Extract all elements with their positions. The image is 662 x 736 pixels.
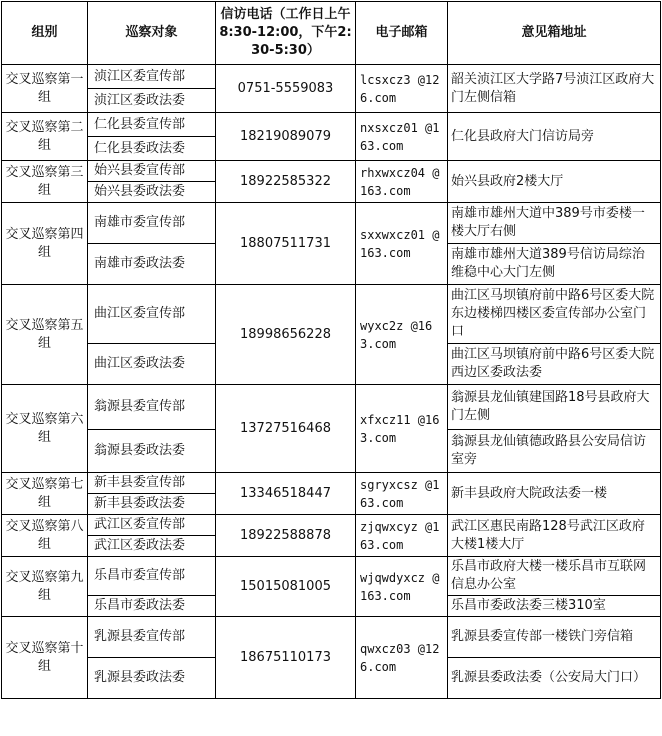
mailbox-address-political-legal: 南雄市雄州大道389号信访局综治维稳中心大门左侧 — [448, 244, 661, 285]
mailbox-address: 新丰县政府大院政法委一楼 — [448, 473, 661, 515]
header-target: 巡察对象 — [88, 2, 216, 65]
mailbox-address-propaganda: 翁源县龙仙镇建国路18号县政府大门左侧 — [448, 385, 661, 430]
phone-number: 18675110173 — [216, 617, 356, 699]
email-address: wyxc2z @163.com — [356, 285, 448, 385]
email-address: qwxcz03 @126.com — [356, 617, 448, 699]
mailbox-address-political-legal: 翁源县龙仙镇德政路县公安局信访室旁 — [448, 430, 661, 473]
email-address: xfxcz11 @163.com — [356, 385, 448, 473]
table-row — [2, 617, 661, 658]
mailbox-address: 韶关浈江区大学路7号浈江区政府大门左侧信箱 — [448, 65, 661, 113]
group-name: 交叉巡察第五组 — [2, 285, 88, 385]
email-address: wjqwdyxcz @163.com — [356, 557, 448, 617]
target-propaganda: 新丰县委宣传部 — [88, 473, 216, 494]
target-political-legal: 乐昌市委政法委 — [88, 596, 216, 617]
phone-number: 18219089079 — [216, 113, 356, 161]
table-row — [2, 515, 661, 536]
header-email: 电子邮箱 — [356, 2, 448, 65]
phone-number: 18807511731 — [216, 203, 356, 285]
phone-number: 15015081005 — [216, 557, 356, 617]
phone-number: 13727516468 — [216, 385, 356, 473]
inspection-contact-table — [1, 1, 661, 699]
target-political-legal: 浈江区委政法委 — [88, 89, 216, 113]
header-group: 组别 — [2, 2, 88, 65]
email-address: zjqwxcyz @163.com — [356, 515, 448, 557]
mailbox-address-political-legal: 曲江区马坝镇府前中路6号区委大院西边区委政法委 — [448, 344, 661, 385]
mailbox-address-political-legal: 乳源县委政法委（公安局大门口） — [448, 658, 661, 699]
mailbox-address-propaganda: 曲江区马坝镇府前中路6号区委大院东边楼梯四楼区委宣传部办公室门口 — [448, 285, 661, 344]
table-row — [2, 473, 661, 494]
target-propaganda: 乐昌市委宣传部 — [88, 557, 216, 596]
target-political-legal: 始兴县委政法委 — [88, 182, 216, 203]
group-name: 交叉巡察第二组 — [2, 113, 88, 161]
table-row — [2, 285, 661, 344]
group-name: 交叉巡察第八组 — [2, 515, 88, 557]
table-row — [2, 557, 661, 596]
target-political-legal: 仁化县委政法委 — [88, 137, 216, 161]
mailbox-address: 始兴县政府2楼大厅 — [448, 161, 661, 203]
target-propaganda: 翁源县委宣传部 — [88, 385, 216, 430]
mailbox-address-political-legal: 乐昌市委政法委三楼310室 — [448, 596, 661, 617]
table-row — [2, 113, 661, 137]
email-address: rhxwxcz04 @163.com — [356, 161, 448, 203]
target-propaganda: 浈江区委宣传部 — [88, 65, 216, 89]
header-address: 意见箱地址 — [448, 2, 661, 65]
group-name: 交叉巡察第九组 — [2, 557, 88, 617]
target-propaganda: 乳源县委宣传部 — [88, 617, 216, 658]
table-row — [2, 161, 661, 182]
target-political-legal: 武江区委政法委 — [88, 536, 216, 557]
group-name: 交叉巡察第七组 — [2, 473, 88, 515]
target-propaganda: 曲江区委宣传部 — [88, 285, 216, 344]
email-address: sgryxcsz @163.com — [356, 473, 448, 515]
group-name: 交叉巡察第四组 — [2, 203, 88, 285]
phone-number: 0751-5559083 — [216, 65, 356, 113]
target-political-legal: 乳源县委政法委 — [88, 658, 216, 699]
target-political-legal: 曲江区委政法委 — [88, 344, 216, 385]
target-propaganda: 南雄市委宣传部 — [88, 203, 216, 244]
target-political-legal: 南雄市委政法委 — [88, 244, 216, 285]
table-row — [2, 65, 661, 89]
group-name: 交叉巡察第十组 — [2, 617, 88, 699]
target-propaganda: 仁化县委宣传部 — [88, 113, 216, 137]
phone-number: 18998656228 — [216, 285, 356, 385]
mailbox-address: 仁化县政府大门信访局旁 — [448, 113, 661, 161]
table-row — [2, 385, 661, 430]
header-row — [2, 2, 661, 65]
group-name: 交叉巡察第一组 — [2, 65, 88, 113]
group-name: 交叉巡察第三组 — [2, 161, 88, 203]
group-name: 交叉巡察第六组 — [2, 385, 88, 473]
target-propaganda: 始兴县委宣传部 — [88, 161, 216, 182]
email-address: nxsxcz01 @163.com — [356, 113, 448, 161]
target-political-legal: 新丰县委政法委 — [88, 494, 216, 515]
header-phone: 信访电话（工作日上午8:30-12:00，下午2:30-5:30） — [216, 2, 356, 65]
phone-number: 18922585322 — [216, 161, 356, 203]
email-address: sxxwxcz01 @163.com — [356, 203, 448, 285]
target-political-legal: 翁源县委政法委 — [88, 430, 216, 473]
mailbox-address: 武江区惠民南路128号武江区政府大楼1楼大厅 — [448, 515, 661, 557]
phone-number: 13346518447 — [216, 473, 356, 515]
target-propaganda: 武江区委宣传部 — [88, 515, 216, 536]
table-row — [2, 203, 661, 244]
mailbox-address-propaganda: 乐昌市政府大楼一楼乐昌市互联网信息办公室 — [448, 557, 661, 596]
email-address: lcsxcz3 @126.com — [356, 65, 448, 113]
phone-number: 18922588878 — [216, 515, 356, 557]
mailbox-address-propaganda: 南雄市雄州大道中389号市委楼一楼大厅右侧 — [448, 203, 661, 244]
mailbox-address-propaganda: 乳源县委宣传部一楼铁门旁信箱 — [448, 617, 661, 658]
